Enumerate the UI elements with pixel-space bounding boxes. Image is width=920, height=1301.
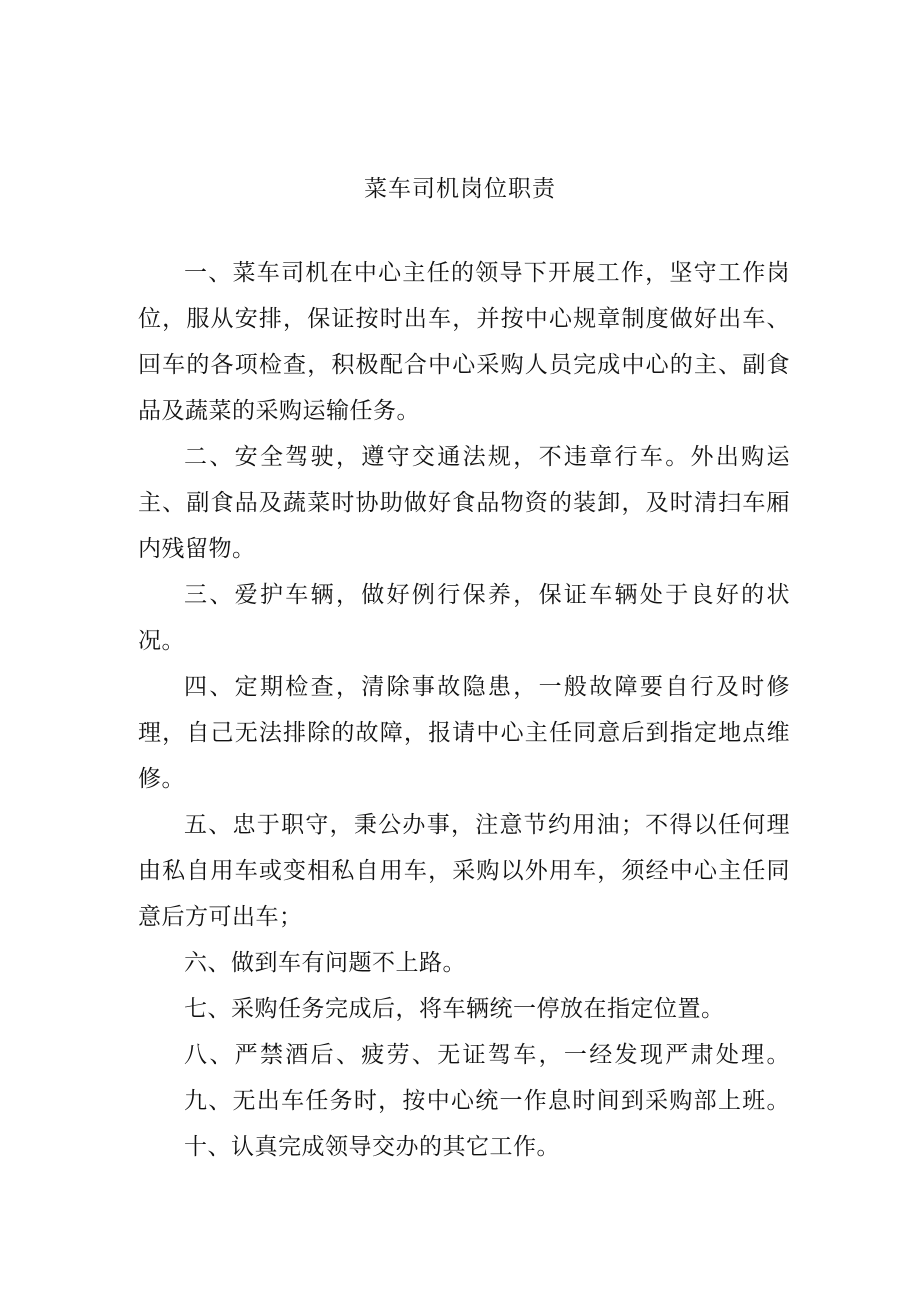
paragraph-3: 三、爱护车辆，做好例行保养，保证车辆处于良好的状况。: [138, 582, 790, 654]
paragraph-1: 一、菜车司机在中心主任的领导下开展工作，坚守工作岗位，服从安排，保证按时出车，并按中心规章制度做好出车、回车的各项检查，积极配合中心采购人员完成中心的主、副食品及蔬菜的采购运输任务。: [138, 260, 790, 424]
paragraph-4: 四、定期检查，清除事故隐患，一般故障要自行及时修理，自己无法排除的故障，报请中心主任同意后到指定地点维修。: [138, 674, 790, 792]
paragraph-2: 二、安全驾驶，遵守交通法规，不违章行车。外出购运主、副食品及蔬菜时协助做好食品物资的装卸，及时清扫车厢内残留物。: [138, 444, 790, 562]
document-body: [138, 250, 790, 1170]
document-title: 菜车司机岗位职责: [364, 176, 556, 202]
paragraph-7: 七、采购任务完成后，将车辆统一停放在指定位置。: [184, 996, 725, 1022]
paragraph-8-10: 八、严禁酒后、疲劳、无证驾车，一经发现严肃处理。九、无出车任务时，按中心统一作息时间到采购部上班。十、认真完成领导交办的其它工作。: [184, 1042, 790, 1160]
paragraph-6: 六、做到车有问题不上路。: [184, 950, 466, 976]
paragraph-5: 五、忠于职守，秉公办事，注意节约用油；不得以任何理由私自用车或变相私自用车，采购以外用车，须经中心主任同意后方可出车；: [138, 812, 790, 930]
